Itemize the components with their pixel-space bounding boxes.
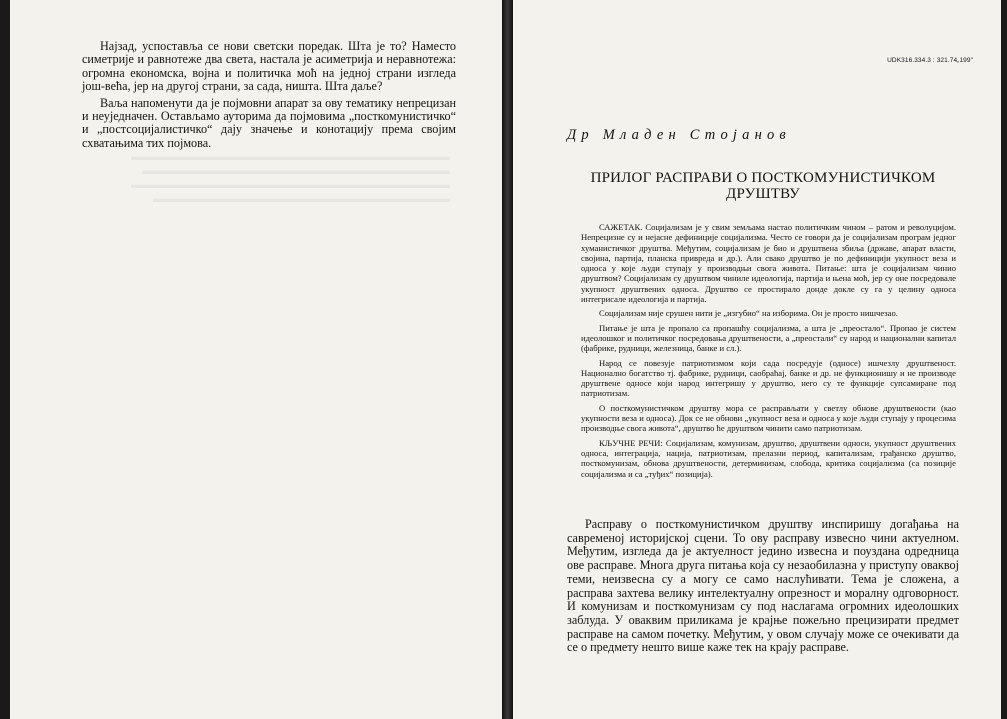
left-page bbox=[10, 0, 502, 719]
abstract-paragraph-2: Социјализам није срушен нити је „изгубио“ на изборима. Он је просто нишчезао. bbox=[599, 308, 898, 319]
abstract-paragraph-1: САЖЕТАК. Социјализам је у свим земљама настао политичким чином – ратом и револуцијом. Непрецизне су и нејасне дефиниције социјализма. Често се говори да је социјализам програм једног хуманистичког друштва. Међутим, социјализам је био и друштвена збиља (државе, апарат власти, својина, партија, планска привреда и др.). Али свако друштво је по дефиницији укупност веза и односа у које људи ступају у производњи свога живота. Питање: шта је социјализам чинио друштвом? Социјализам су друштвом чиниле идеологија, партија и њена моћ, јер су оне посредовале укупност друштвених односа. Друштво се простирало донде докле су га у целину односа интегрисале идеологија и партија. bbox=[581, 222, 956, 305]
abstract-paragraph-3: Питање је шта је пропало са пропашћу социјализма, а шта је „преостало“. Пропао је систем идеолошког и политичког посредовања друштвености, а „преостали“ су народ и национални капитал (фабрике, рудници, железница, банке и сл.). bbox=[581, 322, 956, 354]
right-page bbox=[513, 0, 1001, 719]
body-text-block bbox=[567, 518, 959, 655]
keywords-paragraph: КЉУЧНЕ РЕЧИ: Социјализам, комунизам, друштво, друштвени односи, укупност друштвених односа, интеграција, нација, патриотизам, прелазни период, капитализам, грађанско друштво, посткомунизам, обнова друштвености, детерминизам, слобода, критика социјализма (са позиције социјализма и са „туђих“ позиција). bbox=[581, 437, 956, 479]
abstract-paragraph-5: О посткомунистичком друштву мора се расправљати у светлу обнове друштвености (као укупности веза и односа). Док се не обнови „укупност веза и односа у које људи ступају у процесима производње свога живота“, друштво ће друштвом чинити само патриотизам. bbox=[581, 402, 956, 434]
book-gutter bbox=[502, 0, 513, 719]
author-name: Др Младен Стојанов bbox=[567, 127, 791, 143]
left-text-block bbox=[82, 40, 456, 150]
left-paragraph-1: Најзад, успоставља се нови светски поредак. Шта је то? Наместо симетрије и равнотеже два света, настала је асиметрија и неравнотежа: огромна економска, војна и политичка моћ на једној страни изгледа још-већа, јер на другој страни, за сада, ништа. Шта даље? bbox=[82, 39, 456, 94]
abstract-paragraph-4: Народ се повезује патриотизмом који сада посредује (односе) ишчезлу друштвеност. Национално богатство тј. фабрике, рудници, саобраћај, банке и др. не функционишу и не производе друштвене односе који народ интегришу у друштво, него су те функције супсамиране под патриотизам. bbox=[581, 357, 956, 399]
left-paragraph-2: Ваља напоменути да је појмовни апарат за ову тематику непрецизан и неуједначен. Остављамо ауторима да појмовима „посткомунистичко“ и „постсоцијалистичко“ дају значење и конотацију према својим схватањима тих појмова. bbox=[82, 95, 456, 150]
article-title: ПРИЛОГ РАСПРАВИ О ПОСТКОМУНИСТИЧКОМ ДРУШТВУ bbox=[590, 170, 936, 202]
udk-classification: UDK316.334.3 : 321.74„199" bbox=[887, 57, 973, 64]
body-paragraph-1: Расправу о посткомунистичком друштву инспиришу догађања на савременој историјској сцени. То ову расправу извесно чини актуелном. Међутим, изгледа да је актуелност једино извесна и поуздана одредница ове расправе. Многа друга питања која су незаобилазна у приступу оваквој теми, неизвесна су а могу се само наслућивати. Тема је сложена, а расправа захтева велику интелектуалну опрезност и моралну одговорност. И комунизам и посткомунизам су под наслагама огромних идеолошких заблуда. У оваквим приликама је крајње пожељно прецизирати предмет расправе на самом почетку. Међутим, у овом случају може се очекивати да се о предмету нешто више каже тек на крају расправе. bbox=[567, 517, 959, 655]
show-through-texture: ▬▬▬▬▬▬▬▬▬▬▬▬▬▬▬▬▬▬▬▬▬▬▬▬▬▬▬▬▬ ▬▬▬▬▬▬▬▬▬▬▬▬▬▬▬▬▬▬▬▬▬▬▬▬▬▬▬▬ ▬▬▬▬▬▬▬▬▬▬▬▬▬▬▬▬▬▬▬▬▬▬▬▬▬▬▬▬▬ ▬▬▬▬▬▬▬▬▬▬▬▬▬▬▬▬▬▬▬▬▬▬▬▬▬▬▬ bbox=[131, 151, 450, 205]
abstract-block bbox=[581, 222, 956, 479]
